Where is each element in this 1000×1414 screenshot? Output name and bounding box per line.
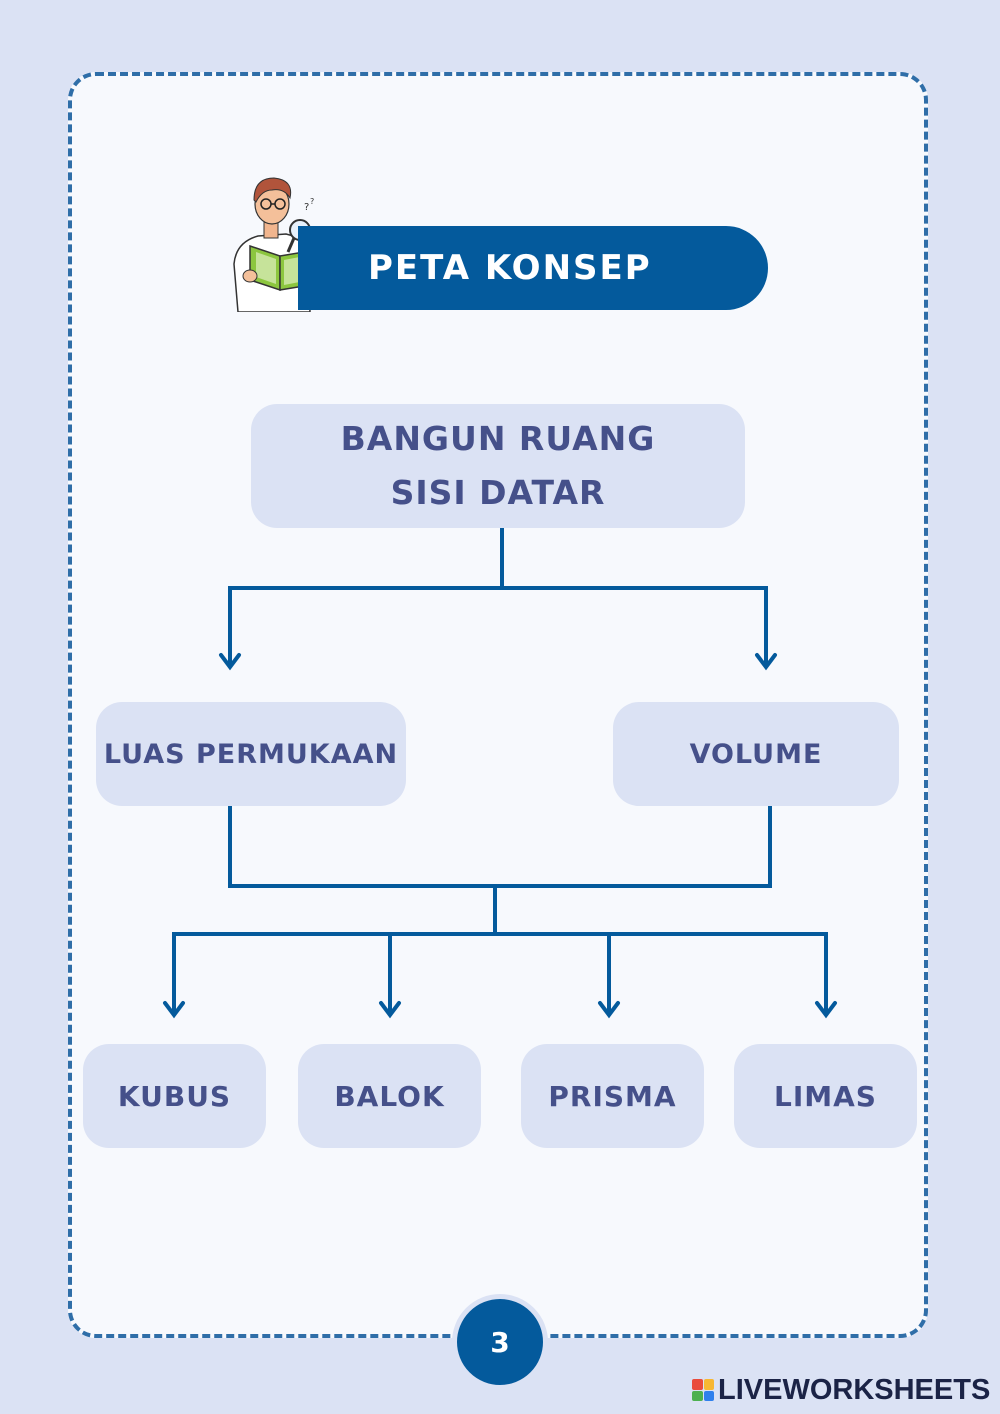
svg-text:?: ? [304, 202, 310, 213]
node-prisma [521, 1044, 704, 1148]
node-limas-label: LIMAS [774, 1079, 877, 1113]
page-title: PETA KONSEP [368, 248, 652, 288]
liveworksheets-logo-icon [692, 1379, 714, 1401]
node-balok-label: BALOK [334, 1079, 445, 1113]
node-root-label: BANGUN RUANG SISI DATAR [340, 419, 656, 512]
node-limas [734, 1044, 917, 1148]
node-luas-permukaan [96, 702, 406, 806]
svg-text:?: ? [310, 197, 315, 206]
node-volume [613, 702, 899, 806]
node-root [251, 404, 745, 528]
node-prisma-label: PRISMA [548, 1079, 677, 1113]
page-number: 3 [490, 1325, 510, 1359]
brand-text: LIVEWORKSHEETS [718, 1373, 991, 1406]
brand-watermark[interactable] [692, 1372, 990, 1408]
node-kubus-label: KUBUS [117, 1079, 232, 1113]
page-number-badge [452, 1294, 548, 1390]
node-kubus [83, 1044, 266, 1148]
node-volume-label: VOLUME [689, 738, 823, 770]
node-balok [298, 1044, 481, 1148]
node-luas-permukaan-label: LUAS PERMUKAAN [103, 738, 399, 770]
